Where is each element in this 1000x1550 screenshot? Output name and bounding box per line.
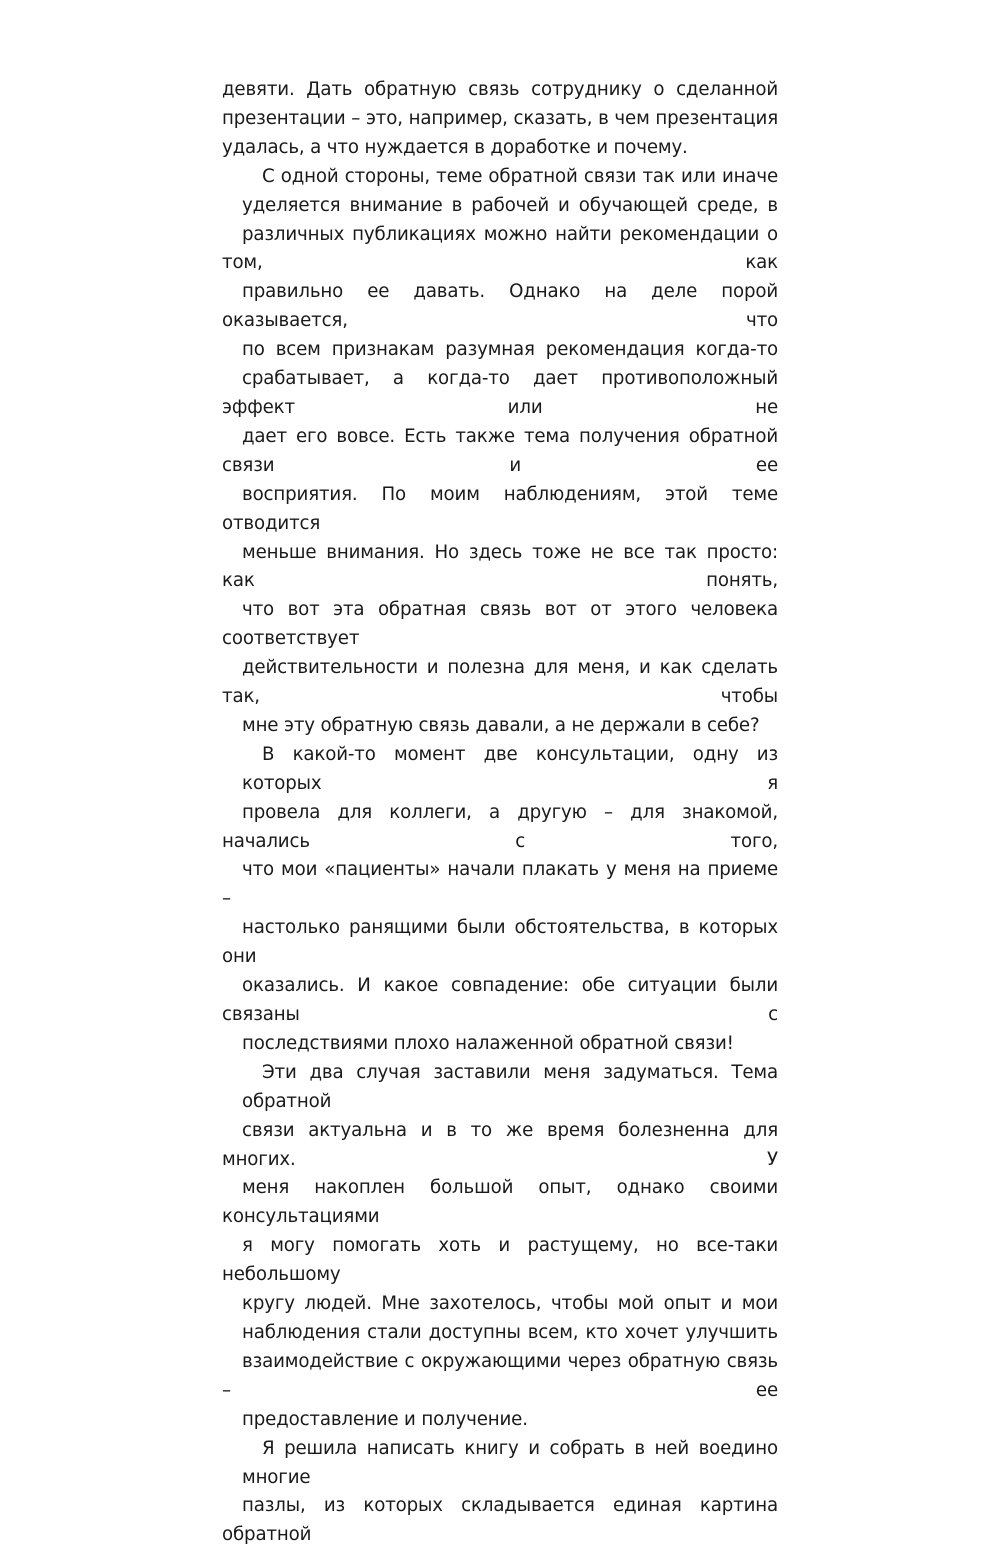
text-line: мне эту обратную связь давали, а не держали в себе? xyxy=(242,714,760,736)
text-line: взаимодействие с окружающими через обратную связь – ее xyxy=(222,1350,778,1401)
text-line: меньше внимания. Но здесь тоже не все так просто: как понять, xyxy=(222,541,778,592)
text-line: С одной стороны, теме обратной связи так или иначе xyxy=(262,165,778,187)
text-line: связи актуальна и в то же время болезненна для многих. У xyxy=(222,1119,778,1170)
paragraph-5 xyxy=(222,1435,778,1550)
text-line: срабатывает, а когда-то дает противоположный эффект или не xyxy=(222,368,778,418)
text-line: провела для коллеги, а другую – для знакомой, начались с того, xyxy=(222,801,778,852)
text-line: уделяется внимание в рабочей и обучающей среде, в xyxy=(242,194,778,216)
text-line: что вот эта обратная связь вот от этого человека соответствует xyxy=(222,599,778,650)
text-line: девяти. Дать обратную связь сотруднику о сделанной xyxy=(222,79,778,100)
text-line: последствиями плохо налаженной обратной связи! xyxy=(242,1032,734,1054)
book-page xyxy=(222,76,778,1550)
text-line: Эти два случая заставили меня задуматься. Тема обратной xyxy=(242,1061,778,1112)
paragraph-1 xyxy=(222,76,778,163)
text-line: оказались. И какое совпадение: обе ситуации были связаны с xyxy=(222,975,778,1025)
text-line: дает его вовсе. Есть также тема получения обратной связи и ее xyxy=(222,425,778,476)
text-line: презентации – это, например, сказать, в чем презентация xyxy=(222,107,778,129)
text-line: В какой-то момент две консультации, одну из которых я xyxy=(242,743,778,794)
paragraph-4 xyxy=(222,1059,778,1435)
text-line: восприятия. По моим наблюдениям, этой теме отводится xyxy=(222,483,778,534)
paragraph-2 xyxy=(222,163,778,741)
text-line: предоставление и получение. xyxy=(242,1408,528,1430)
text-line: пазлы, из которых складывается единая картина обратной xyxy=(222,1495,778,1546)
text-line: кругу людей. Мне захотелось, чтобы мой опыт и мои xyxy=(242,1293,778,1315)
text-line: я могу помогать хоть и растущему, но все-таки небольшому xyxy=(222,1235,778,1286)
text-line: Я решила написать книгу и собрать в ней воедино многие xyxy=(242,1437,778,1488)
text-line: действительности и полезна для меня, и как сделать так, чтобы xyxy=(222,657,778,708)
paragraph-3 xyxy=(222,741,778,1059)
text-line: меня накоплен большой опыт, однако своими консультациями xyxy=(222,1177,778,1228)
text-line: правильно ее давать. Однако на деле порой оказывается, что xyxy=(222,281,778,332)
text-line: удалась, а что нуждается в доработке и почему. xyxy=(222,136,688,158)
text-line: наблюдения стали доступны всем, кто хочет улучшить xyxy=(242,1321,778,1343)
text-line: по всем признакам разумная рекомендация когда-то xyxy=(242,339,778,361)
text-line: что мои «пациенты» начали плакать у меня на приеме – xyxy=(222,859,778,910)
text-line: различных публикациях можно найти рекомендации о том, как xyxy=(222,223,778,274)
text-line: настолько ранящими были обстоятельства, в которых они xyxy=(222,917,778,968)
